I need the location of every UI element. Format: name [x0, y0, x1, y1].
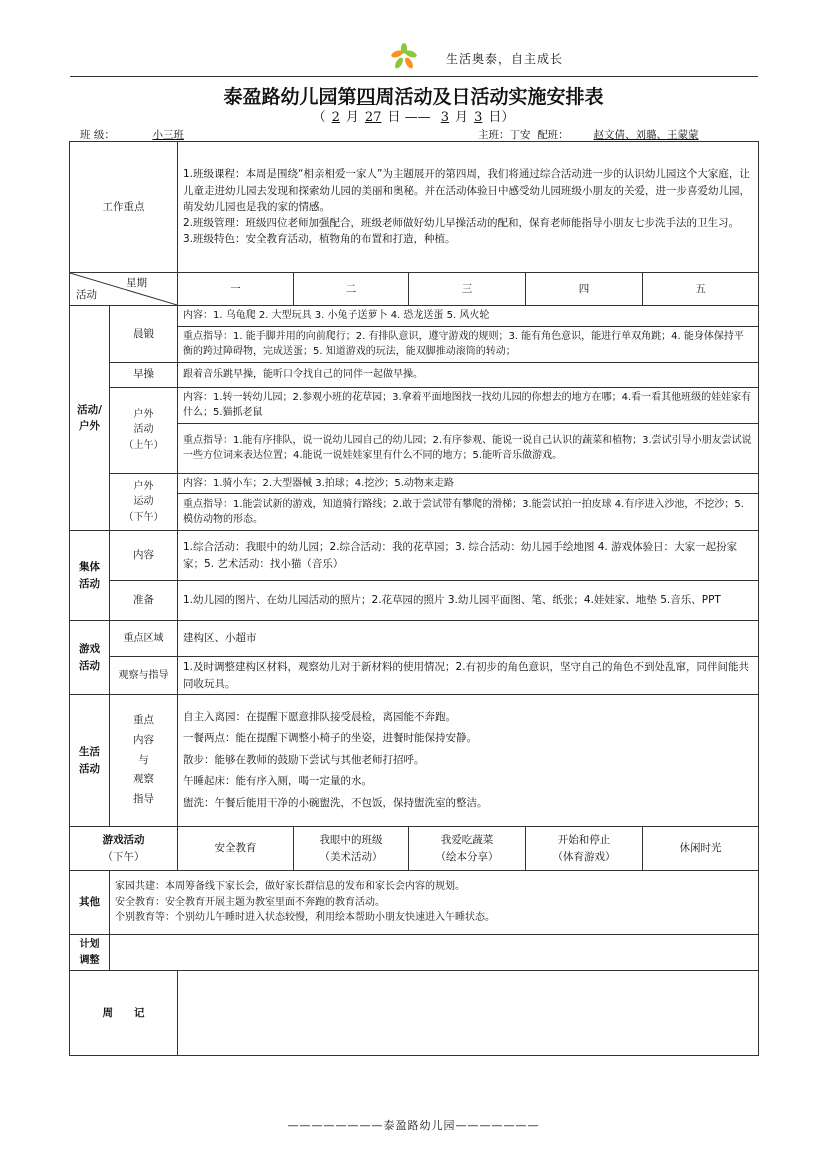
week-number: 四	[356, 86, 376, 108]
group-prep-label: 准备	[110, 581, 178, 621]
week-diagonal-header: 星期 活动	[70, 273, 178, 306]
pm-content-row	[70, 473, 759, 494]
am-label: 户外 活动 （上午）	[110, 387, 178, 473]
page-title: 泰盈路幼儿园第四周活动及日活动实施安排表	[223, 86, 604, 108]
pm-games-row	[70, 827, 759, 871]
day-5: 五	[643, 273, 759, 306]
day-1: 一	[178, 273, 294, 306]
weekly-content	[178, 971, 759, 1056]
exercise-row	[70, 362, 759, 387]
am-guide: 重点指导：1.能有序排队，说一说幼儿园自己的幼儿园；2.有序参观、能说一说自己认识的蔬菜和植物；3.尝试引导小朋友尝试说一些方位词来表达位置；4.能说一说娃娃家里有什么不同的地方；5.能听音乐做游戏。	[178, 423, 759, 473]
outdoor-label: 活动/户外	[70, 306, 110, 531]
work-content: 1.班级课程：本周是围绕“相亲相爱一家人”为主题展开的第四周，我们将通过综合活动进一步的认识幼儿园这个大家庭，让儿童走进幼儿园去发现和探索幼儿园的美丽和奥秘。并在活动体验日中感受幼儿园班级小朋友的关爱，进一步喜爱幼儿园，萌发幼儿园也是我的家的情感。 2.班级管理：班级四位老师加强配合，班级老师做好幼儿早操活动的配和，保育老师能指导小朋友七步洗手法的卫生习。 3.班级特色：安全教育活动，植物角的布置和打造，种植。	[178, 142, 759, 273]
pm-games-label: 游戏活动 （下午）	[70, 827, 178, 871]
game-area-row	[70, 621, 759, 657]
life-row	[70, 695, 759, 827]
pm-game-4: 开始和停止 （体育游戏）	[526, 827, 643, 871]
class-info: 班 级： 小三班	[80, 129, 184, 141]
group-content-label: 内容	[110, 531, 178, 581]
life-label: 生活活动	[70, 695, 110, 827]
am-content: 内容：1.转一转幼儿园；2.参观小班的花草园；3.拿着平面地图找一找幼儿园的你想去的地方在哪；4.看一看其他班级的娃娃家有什么；5.猫抓老鼠	[178, 387, 759, 423]
plan-row	[70, 935, 759, 971]
plan-content	[110, 935, 759, 971]
day-3: 三	[409, 273, 526, 306]
exercise-content: 跟着音乐跳早操，能听口令找自己的同伴一起做早操。	[178, 362, 759, 387]
game-area: 建构区、小超市	[178, 621, 759, 657]
work-row	[70, 142, 759, 273]
morning-content: 内容：1. 乌龟爬 2. 大型玩具 3. 小兔子送萝卜 4. 恐龙送蛋 5. 风火轮	[178, 306, 759, 327]
group-prep: 1.幼儿园的图片、在幼儿园活动的照片；2.花草园的照片 3.幼儿园平面图、笔、纸张；4.娃娃家、地垫 5.音乐、PPT	[178, 581, 759, 621]
day-2: 二	[294, 273, 409, 306]
flower-logo-icon	[390, 42, 418, 70]
other-row	[70, 871, 759, 935]
game-observe: 1.及时调整建构区材料，观察幼儿对于新材料的使用情况；2.有初步的角色意识，坚守自己的角色不到处乱窜，同伴间能共同收玩具。	[178, 657, 759, 695]
pm-content: 内容：1.骑小车；2.大型器械 3.拍球；4.挖沙；5.动物来走路	[178, 473, 759, 494]
date-range: （ 2 月 27 日 —— 3 月 3 日）	[312, 110, 515, 125]
exercise-label: 早操	[110, 362, 178, 387]
pm-label: 户外 运动 （下午）	[110, 473, 178, 531]
day-4: 四	[526, 273, 643, 306]
motto: 生活奥泰，自主成长	[446, 52, 564, 66]
plan-label: 计划调整	[70, 935, 110, 971]
life-content: 自主入离园：在提醒下愿意排队接受晨检，离园能不奔跑。 一餐两点：能在提醒下调整小椅子的坐姿，进餐时能保持安静。 散步：能够在教师的鼓励下尝试与其他老师打招呼。 午睡起床：能有序入厕，喝一定量的水。 盥洗：午餐后能用干净的小碗盥洗，不包饭，保持盥洗室的整洁。	[178, 695, 759, 827]
page-header	[70, 40, 758, 77]
group-content: 1.综合活动：我眼中的幼儿园；2.综合活动：我的花草园；3. 综合活动：幼儿园手绘地图 4. 游戏体验日：大家一起扮家家；5. 艺术活动：找小猫（音乐）	[178, 531, 759, 581]
game-area-label: 重点区域	[110, 621, 178, 657]
page-footer: ————————泰盈路幼儿园———————	[287, 1119, 540, 1132]
weekly-label: 周 记	[70, 971, 178, 1056]
game-label: 游戏活动	[70, 621, 110, 695]
work-label: 工作重点	[70, 142, 178, 273]
group-prep-row	[70, 581, 759, 621]
other-label: 其他	[70, 871, 110, 935]
pm-game-2: 我眼中的班级 （美术活动）	[294, 827, 409, 871]
pm-game-1: 安全教育	[178, 827, 294, 871]
morning-content-row	[70, 306, 759, 327]
weekly-row	[70, 971, 759, 1056]
teacher-info: 主班：丁安 配班： 赵文倩、刘璐、王蒙蒙	[478, 129, 699, 141]
other-content: 家园共建：本周筹备线下家长会，做好家长群信息的发布和家长会内容的规划。 安全教育：安全教育开展主题为教室里面不奔跑的教育活动。 个别教育等：个别幼儿午睡时进入状态较慢，利用绘本帮助小朋友快速进入午睡状态。	[110, 871, 759, 935]
pm-guide: 重点指导：1.能尝试新的游戏，知道骑行路线；2.敢于尝试带有攀爬的滑梯；3.能尝试拍一拍皮球 4.有序进入沙池，不挖沙；5.模仿动物的形态。	[178, 494, 759, 531]
morning-guide: 重点指导：1. 能手脚并用的向前爬行；2. 有排队意识，遵守游戏的规则；3. 能有角色意识，能进行单双角跳；4. 能身体保持平衡的跨过障碍物，完成送蛋；5. 知道游戏的玩法，能双脚推动滚筒的转动；	[178, 326, 759, 362]
pm-game-5: 休闲时光	[643, 827, 759, 871]
group-label: 集体活动	[70, 531, 110, 621]
activity-table	[69, 141, 759, 1056]
game-observe-row	[70, 657, 759, 695]
morning-label: 晨锻	[110, 306, 178, 363]
am-content-row	[70, 387, 759, 423]
week-header-row	[70, 273, 759, 306]
group-content-row	[70, 531, 759, 581]
pm-game-3: 我爱吃蔬菜 （绘本分享）	[409, 827, 526, 871]
life-sub-label: 重点 内容 与 观察 指导	[110, 695, 178, 827]
game-observe-label: 观察与指导	[110, 657, 178, 695]
